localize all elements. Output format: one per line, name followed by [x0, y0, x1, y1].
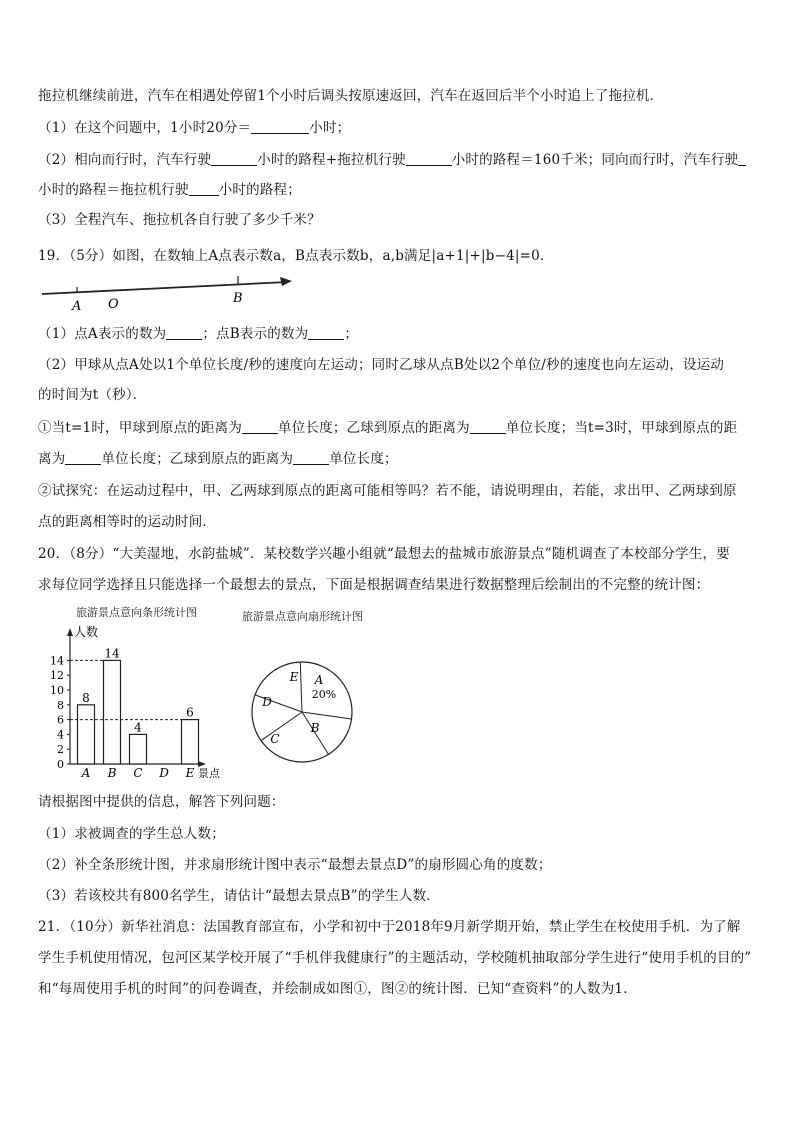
y-tick-label: 8	[57, 698, 64, 712]
answer-blank[interactable]	[406, 151, 452, 166]
y-tick-label: 6	[57, 713, 64, 727]
q19-part1-text-a: （1）点A表示的数为	[38, 326, 167, 342]
q21-stem-cont1: 学生手机使用情况，包河区某学校开展了“手机伴我健康行”的主题活动，学校随机抽取部分学生进行“使用手机的目的”	[38, 950, 752, 966]
bar-c	[130, 734, 147, 764]
q19-sub2: ②试探究：在运动过程中，甲、乙两球到原点的距离可能相等吗？若不能，请说明理由，若能，求出甲、乙两球到原	[38, 483, 737, 499]
q20-part3: （3）若该校共有800名学生，请估计“最想去景点B”的学生人数．	[38, 888, 440, 904]
q19-part1-text-c: ；	[344, 326, 359, 342]
label-b: B	[233, 291, 243, 306]
y-tick-label: 2	[57, 743, 64, 757]
bar-value-label: 6	[186, 705, 194, 720]
y-tick-label: 12	[50, 669, 64, 683]
q21-stem-cont2: 和“每周使用手机的时间”的问卷调查，并绘制成如图①，图②的统计图．已知“查资料”的人数为1．	[38, 981, 637, 997]
q19-part1	[38, 322, 358, 342]
q19-sub1-text-c: 单位长度；当t=3时，甲球到原点的距	[505, 420, 738, 436]
x-tick-label: A	[81, 766, 91, 780]
y-tick-label: 4	[57, 728, 64, 742]
number-line-arrow	[280, 277, 292, 286]
q19-sub1-cont	[38, 447, 398, 467]
q18-part2-text-e: 小时的路程；	[218, 182, 301, 198]
pie-slice-label-b: B	[310, 721, 320, 735]
bar-value-label: 4	[134, 720, 142, 735]
q19-sub1-text-d: 离为	[38, 451, 66, 467]
y-tick-label: 14	[50, 654, 64, 668]
q20-part2: （2）补全条形统计图，并求扇形统计图中表示“最想去景点D”的扇形圆心角的度数；	[38, 857, 552, 873]
q18-part2-text-c: 小时的路程＝160千米；同向而行时，汽车行驶	[451, 152, 739, 168]
q18-part2-text-a: （2）相向而行时，汽车行驶	[38, 152, 212, 168]
y-tick-label: 0	[57, 758, 64, 771]
answer-blank[interactable]	[211, 151, 257, 166]
answer-blank[interactable]	[189, 181, 219, 196]
pie-slice-percent: 20%	[311, 688, 337, 701]
q19-sub2-cont: 点的距离相等时的运动时间．	[38, 514, 217, 530]
q20-stem-cont: 求每位同学选择且只能选择一个最想去的景点，下面是根据调查结果进行数据整理后绘制出的不完整的统计图：	[38, 577, 710, 593]
x-tick-label: C	[133, 766, 143, 780]
q18-part2	[38, 148, 746, 168]
pie-chart-title: 旅游景点意向扇形统计图	[242, 610, 363, 623]
q19-part1-text-b: ；点B表示的数为	[202, 326, 309, 342]
x-tick-label: D	[159, 766, 169, 780]
bar-value-label: 14	[104, 646, 120, 661]
bar-b	[104, 660, 121, 764]
answer-blank[interactable]	[738, 151, 746, 166]
answer-blank[interactable]	[293, 450, 329, 465]
pie-chart	[247, 657, 357, 767]
bar-chart	[40, 620, 230, 800]
answer-blank[interactable]	[166, 325, 202, 340]
pie-slice-label-d: D	[262, 695, 272, 709]
answer-blank[interactable]	[308, 325, 344, 340]
q18-part2-text-d: 小时的路程＝拖拉机行驶	[38, 182, 189, 198]
bar-a	[78, 705, 95, 764]
number-line-figure	[40, 272, 310, 317]
bar-chart-title: 旅游景点意向条形统计图	[76, 606, 197, 619]
label-a: A	[72, 299, 82, 314]
label-o: O	[108, 297, 119, 312]
q18-part1	[38, 116, 350, 136]
q19-sub1	[38, 416, 737, 436]
answer-blank[interactable]	[251, 119, 309, 134]
q18-part1-text: （1）在这个问题中，1小时20分＝	[38, 120, 252, 136]
q21-stem: 21．（10分）新华社消息：法国教育部宣布，小学和初中于2018年9月新学期开始，禁止学生在校使用手机．为了解	[38, 919, 741, 935]
q18-part3: （3）全程汽车、拖拉机各自行驶了多少千米？	[38, 212, 321, 228]
pie-slice-label-c: C	[270, 732, 280, 746]
pie-slice-label-a: A	[314, 673, 324, 687]
answer-blank[interactable]	[65, 450, 101, 465]
q20-stem: 20．（8分）“大美湿地，水韵盐城”．某校数学兴趣小组就“最想去的盐城市旅游景点”随机调查了本校部分学生，要	[38, 546, 730, 562]
q18-part2-text-b: 小时的路程+拖拉机行驶	[257, 152, 406, 168]
y-axis-label: 人数	[74, 625, 99, 639]
answer-blank[interactable]	[470, 419, 506, 434]
bar-e	[182, 720, 199, 764]
x-tick-label: E	[185, 766, 195, 780]
bar-value-label: 8	[82, 690, 90, 705]
q18-part2-cont	[38, 178, 301, 198]
q19-part2-cont: 的时间为t（秒）．	[38, 387, 147, 403]
q19-part2: （2）甲球从点A处以1个单位长度/秒的速度向左运动；同时乙球从点B处以2个单位/秒的速度也向左运动，设运动	[38, 357, 725, 373]
q19-sub1-text-e: 单位长度；乙球到原点的距离为	[101, 451, 294, 467]
x-axis-label: 景点	[198, 767, 220, 780]
x-tick-label: B	[107, 766, 117, 780]
q20-part1: （1）求被调查的学生总人数；	[38, 826, 225, 842]
intro-line: 拖拉机继续前进，汽车在相遇处停留1个小时后调头按原速返回，汽车在返回后半个小时追上了拖拉机．	[38, 88, 664, 104]
y-tick-label: 10	[50, 684, 64, 697]
q19-stem: 19．（5分）如图，在数轴上A点表示数a，B点表示数b，a,b满足|a+1|+|b−4|=0．	[38, 248, 554, 264]
number-line-axis	[42, 282, 288, 294]
q19-sub1-text-f: 单位长度；	[329, 451, 398, 467]
answer-blank[interactable]	[242, 419, 278, 434]
y-axis-arrow	[67, 628, 73, 636]
q20-instruction: 请根据图中提供的信息，解答下列问题：	[38, 794, 285, 810]
pie-slice-label-e: E	[289, 670, 299, 684]
q18-part1-unit: 小时；	[309, 120, 351, 136]
q19-sub1-text-b: 单位长度；乙球到原点的距离为	[278, 420, 470, 436]
q19-sub1-text-a: ①当t=1时，甲球到原点的距离为	[38, 420, 243, 436]
